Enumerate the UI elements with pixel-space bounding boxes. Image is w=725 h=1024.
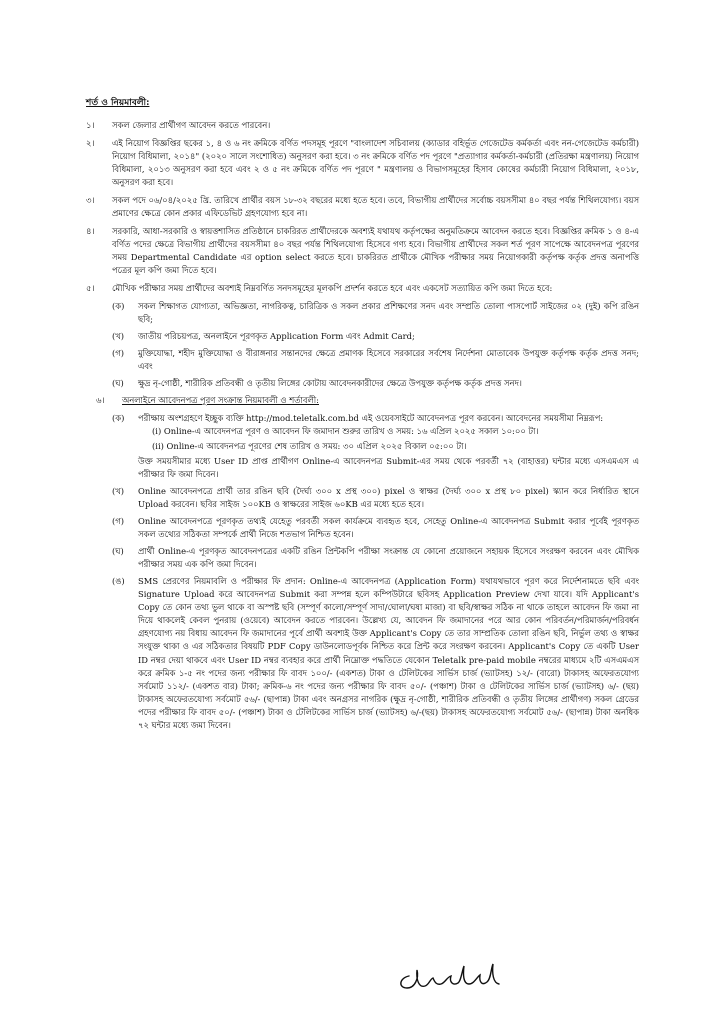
sub-text: SMS প্রেরণের নিয়মাবলি ও পরীক্ষার ফি প্রদান: Online-এ আবেদনপত্র (Application Form) যথাযথভাবে পূরণ করে নির্দেশনামতে ছবি এবং Signature Upload করে আবেদনপত্র Submit করা সম্পন্ন হলে কম্পিউটারে ছবিসহ Application Preview দেখা যাবে। যদি Applicant's Copy তে কোন তথ্য ভুল থাকে বা অস্পষ্ট ছবি (সম্পূর্ণ কালো/সম্পূর্ণ সাদা/ঘোলা/ঘষা মাজা) বা ছবি/স্বাক্ষর সঠিক না থাকে তাহলে আবেদন ফি জমা না দিয়ে থাকলেই কেবল পুনরায় (ওয়েবে) আবেদন করতে পারবেন। উল্লেখ্য যে, আবেদন ফি জমাদানের পরে আর কোন পরিবর্তন/পরিমার্জন/পরিবর্ধন গ্রহণযোগ্য নয় বিধায় আবেদন ফি জমাদানের পূর্বে প্রার্থী অবশ্যই উক্ত Applicant's Copy তে তার সাম্প্রতিক তোলা রঙিন ছবি, নির্ভুল তথ্য ও স্বাক্ষর সংযুক্ত থাকা ও এর সঠিকতার বিষয়টি PDF Copy ডাউনলোডপূর্বক নিশ্চিত করে প্রিন্ট করে সংরক্ষণ করবেন। Applicant's Copy তে একটি User ID নম্বর দেয়া থাকবে এবং User ID নম্বর ব্যবহার করে প্রার্থী নিম্নোক্ত পদ্ধতিতে যেকোন Teletalk pre-paid mobile নম্বরের মাধ্যমে ২টি এসএমএস করে ক্রমিক ১-৫ নং পদের জন্য পরীক্ষার ফি বাবদ ১০০/- (একশত) টাকা ও টেলিটকের সার্ভিস চার্জ (ভ্যাটসহ) ১২/- (বারো) টাকাসহ অফেরতযোগ্য সর্বমোট ১১২/- (একশত বার) টাকা; ক্রমিক-৬ নং পদের জন্য পরীক্ষার ফি বাবদ ৫০/- (পঞ্চাশ) টাকা ও টেলিটকের সার্ভিস চার্জ (ভ্যাটসহ) ৬/- (ছয়) টাকাসহ অফেরতযোগ্য সর্বমোট ৫৬/- (ছাপান্ন) টাকা এবং অনগ্রসর নাগরিক (ক্ষুদ্র নৃ-গোষ্ঠী, শারীরিক প্রতিবন্ধী ও তৃতীয় লিঙ্গের প্রার্থীগণ) সকল গ্রেডের পদের পরীক্ষার ফি বাবদ ৫০/- (পঞ্চাশ) টাকা ও টেলিটকের সার্ভিস চার্জ (ভ্যাটসহ) ৬/-(ছয়) টাকাসহ অফেরতযোগ্য সর্বমোট ৫৬/- (ছাপান্ন) টাকা অনধিক ৭২ ঘন্টার মধ্যে জমা দিবেন। [138,576,639,730]
sub-text: প্রার্থী Online-এ পূরণকৃত আবেদনপত্রের একটি রঙিন প্রিন্টকপি পরীক্ষা সংক্রান্ত যে কোনো প্রয়োজনে সহায়ক হিসেবে সংরক্ষণ করবেন এবং মৌখিক পরীক্ষার সময় এক কপি জমা দিবেন। [138,546,639,570]
sub-number: (গ) [112,516,125,527]
term-item-1 [86,119,639,132]
term-number: ৬। [96,395,105,406]
sub-text: মুক্তিযোদ্ধা, শহীদ মুক্তিযোদ্ধা ও বীরাঙ্গনার সন্তানদের ক্ষেত্রে প্রমাণক হিসেবে সরকারের সর্বশেষ নির্দেশনা মোতাবেক উপযুক্ত কর্তৃপক্ষ কর্তৃক প্রদত্ত সনদ; এবং [138,348,639,372]
online-rule-gha [112,545,639,571]
sub-text: Online আবেদনপত্রে পূরণকৃত তথ্যই যেহেতু পরবর্তী সকল কার্যক্রমে ব্যবহৃত হবে, সেহেতু Online-এ আবেদনপত্র Submit করার পূর্বেই পূরণকৃত সকল তথ্যের সঠিকতা সম্পর্কে প্রার্থী নিজে শতভাগ নিশ্চিত হবেন। [138,516,639,540]
term-number: ৫। [86,283,95,294]
online-rule-ga [112,515,639,541]
handwritten-signature [395,958,505,992]
term-item-3 [86,194,639,220]
sub-number: (ঘ) [112,378,124,389]
term-number: ১। [86,119,95,130]
term-text: এই নিয়োগ বিজ্ঞপ্তির ছকের ১, ৪ ও ৬ নং ক্রমিকে বর্ণিত পদসমূহ পূরণে "বাংলাদেশ সচিবালয় (ক্যাডার বহির্ভূত গেজেটেড কর্মকর্তা এবং নন-গেজেটেড কর্মচারী) নিয়োগ বিধিমালা, ২০১৪" (২০২০ সালে সংশোধিত) অনুসরণ করা হবে। ৩ নং ক্রমিকে বর্ণিত পদ পূরণে "প্রত্যাগার কর্মকর্তা-কর্মচারী (প্রতিরক্ষা মন্ত্রণালয়) নিয়োগ বিধিমালা, ২০১৩ অনুসরণ করা হবে এবং ২ ও ৫ নং ক্রমিকে বর্ণিত পদ পূরণে " মন্ত্রণালয় ও বিভাগসমূহের হিসাব কোষের কর্মচারী নিয়োগ বিধিমালা, ২০১৮, অনুসরণ করা হবে। [112,137,639,187]
term-text: মৌখিক পরীক্ষার সময় প্রার্থীদের অবশ্যই নিম্নবর্ণিত সনদসমূহের মূলকপি প্রদর্শন করতে হবে এবং একসেট সত্যায়িত কপি জমা দিতে হবে: [112,283,553,294]
end-date-line: (ii) Online-এ আবেদনপত্র পূরণের শেষ তারিখ ও সময়: ৩০ এপ্রিল ২০২৫ বিকাল ০৫:০০ টা। [152,441,467,452]
online-rule-kha [112,485,639,511]
sub-number: (ক) [112,301,125,312]
terms-heading: শর্ত ও নিয়মাবলী: [86,98,150,108]
certificate-item-gha [112,377,639,390]
certificate-item-ka [112,300,639,326]
term-number: ২। [86,137,95,148]
term-number: ৩। [86,195,95,206]
sub-number: (খ) [112,331,125,342]
sub-text: পরীক্ষায় অংশগ্রহণে ইচ্ছুক ব্যক্তি http://mod.teletalk.com.bd এই ওয়েবসাইটে আবেদনপত্র পূরণ করবেন। আবেদনের সময়সীমা নিম্নরূপ: [138,413,604,424]
term-text: সকল জেলার প্রার্থীগণ আবেদন করতে পারবেন। [112,119,271,130]
term-item-5 [86,282,639,295]
sub-text: সকল শিক্ষাগত যোগ্যতা, অভিজ্ঞতা, নাগরিকত্ব, চারিত্রিক ও সকল প্রকার প্রশিক্ষণের সনদ এবং সম্প্রতি তোলা পাসপোর্ট সাইজের ০২ (দুই) কপি রঙিন ছবি; [138,301,639,325]
sub-number: (ক) [112,413,125,424]
term-text: সরকারি, আধা-সরকারি ও স্বায়ত্তশাসিত প্রতিষ্ঠানে চাকরিরত প্রার্থীদেরকে অবশ্যই যথাযথ কর্তৃপক্ষের অনুমতিক্রমে আবেদন করতে হবে। বিজ্ঞপ্তির ক্রমিক ১ ও ৪-এ বর্ণিত পদের ক্ষেত্রে বিভাগীয় প্রার্থীদের বয়সসীমা ৪০ বছর পর্যন্ত শিথিলযোগ্য হিসেবে গণ্য হবে। বিভাগীয় প্রার্থীদের সকল শর্ত পূরণ সাপেক্ষে আবেদনপত্র পূরণের সময় Departmental Candidate এর option select করতে হবে। চাকরিরত প্রার্থীকে মৌখিক পরীক্ষার সময় নিয়োগকারী কর্তৃপক্ষ কর্তৃক প্রদত্ত অনাপত্তি পত্রের মূল কপি জমা দিতে হবে। [112,226,639,276]
sub-number: (ঙ) [112,576,125,587]
term-item-2 [86,137,639,189]
start-date-line: (i) Online-এ আবেদনপত্র পূরণ ও আবেদন ফি জমাদান শুরুর তারিখ ও সময়: ১৬ এপ্রিল ২০২৫ সকাল ১০:০০ টা। [152,426,539,437]
sub-number: (ঘ) [112,546,124,557]
sub-number: (গ) [112,348,125,359]
term-text: সকল পদে ০৬/০৪/২০২৫ খ্রি. তারিখে প্রার্থীর বয়স ১৮-৩২ বছরের মধ্যে হতে হবে। তবে, বিভাগীয় প্রার্থীদের সর্বোচ্চ বয়সসীমা ৪০ বছর পর্যন্ত শিথিলযোগ্য। বয়স প্রমাণের ক্ষেত্রে কোন প্রকার এফিডেভিট গ্রহণযোগ্য হবে না। [112,195,639,219]
term-number: ৪। [86,226,95,237]
sub-number: (খ) [112,486,125,497]
sub-text: Online আবেদনপত্রে প্রার্থী তার রঙিন ছবি (দৈর্ঘ্য ৩০০ x প্রস্থ ৩০০) pixel ও স্বাক্ষর (দৈর্ঘ্য ৩০০ x প্রস্থ ৮০ pixel) স্ক্যান করে নির্ধারিত স্থানে Upload করবেন। ছবির সাইজ ১০০KB ও স্বাক্ষরের সাইজ ৬০KB এর মধ্যে হতে হবে। [138,486,639,510]
online-rule-uma [112,575,639,731]
section6-title: অনলাইনে আবেদনপত্র পূরণ সংক্রান্ত নিয়মাবলী ও শর্তাবলী: [122,395,319,406]
certificate-item-kha [112,330,639,343]
certificate-item-ga [112,347,639,373]
sub-text: জাতীয় পরিচয়পত্র, অনলাইনে পূরণকৃত Application Form এবং Admit Card; [138,331,415,342]
fee-deadline-note: উক্ত সময়সীমার মধ্যে User ID প্রাপ্ত প্রার্থীগণ Online-এ আবেদনপত্র Submit-এর সময় থেকে পরবর্তী ৭২ (বাহাত্তর) ঘন্টার মধ্যে এসএমএস এ পরীক্ষার ফি জমা দিবেন। [138,456,639,480]
term-item-4 [86,225,639,277]
online-rule-ka [112,412,639,481]
term-item-6 [96,394,639,407]
sub-text: ক্ষুদ্র নৃ-গোষ্ঠী, শারীরিক প্রতিবন্ধী ও তৃতীয় লিঙ্গের কোটায় আবেদনকারীদের ক্ষেত্রে উপযুক্ত কর্তৃপক্ষ কর্তৃক প্রদত্ত সনদ। [138,378,522,389]
